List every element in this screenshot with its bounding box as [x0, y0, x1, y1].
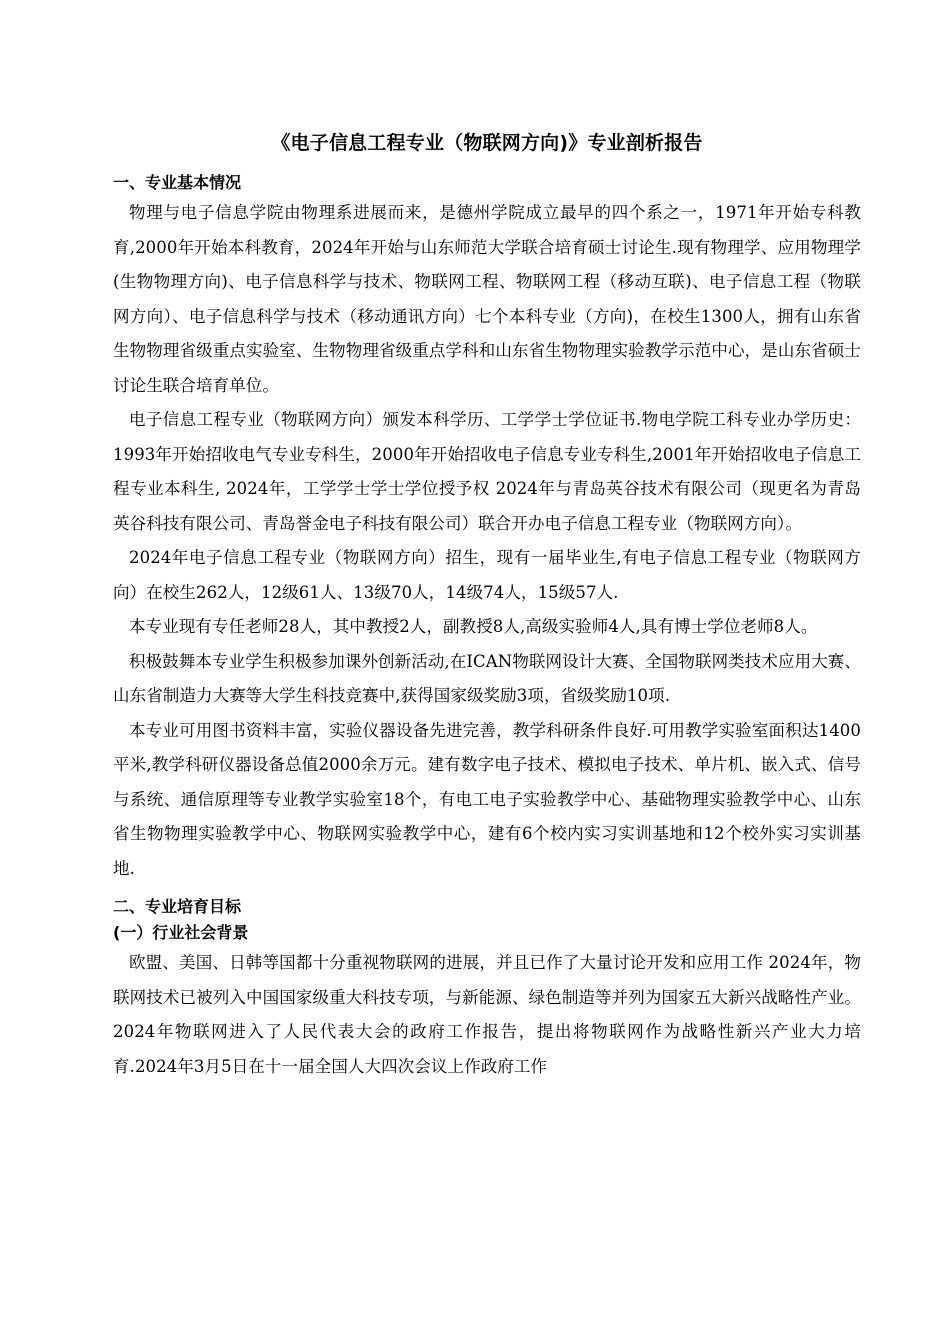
section-heading-training-goals: 二、专业培育目标	[113, 897, 242, 916]
paragraph: 欧盟、美国、日韩等国都十分重视物联网的进展，并且已作了大量讨论开发和应用工作 2024年，物联网技术已被列入中国国家级重大科技专项，与新能源、绿色制造等并列为国家五大新兴战略性产业。2024年物联网进入了人民代表大会的政府工作报告，提出将物联网作为战略性新兴产业大力培育.2024年3月5日在十一届全国人大四次会议上作政府工作	[113, 953, 861, 1076]
paragraph: 电子信息工程专业（物联网方向）颁发本科学历、工学学士学位证书.物电学院工科专业办学历史：1993年开始招收电气专业专科生，2000年开始招收电子信息专业专科生,2001年开始招收电子信息工程专业本科生, 2024年，工学学士学士学位授予权 2024年与青岛英谷技术有限公司（现更名为青岛英谷科技有限公司、青岛誉金电子科技有限公司）联合开办电子信息工程专业（物联网方向）。	[113, 410, 861, 533]
document-title: 《电子信息工程专业（物联网方向)》专业剖析报告	[271, 132, 703, 154]
paragraph: 2024年电子信息工程专业（物联网方向）招生，现有一届毕业生,有电子信息工程专业（物联网方向）在校生262人，12级61人、13级70人，14级74人，15级57人.	[113, 548, 861, 602]
paragraph: 物理与电子信息学院由物理系进展而来，是德州学院成立最早的四个系之一，1971年开始专科教育,2000年开始本科教育，2024年开始与山东师范大学联合培育硕士讨论生.现有物理学、应用物理学(生物物理方向)、电子信息科学与技术、物联网工程、物联网工程（移动互联)、电子信息工程（物联网方向）、电子信息科学与技术（移动通讯方向）七个本科专业（方向)，在校生1300人，拥有山东省生物物理省级重点实验室、生物物理省级重点学科和山东省生物物理实验教学示范中心，是山东省硕士讨论生联合培育单位。	[113, 203, 861, 395]
paragraph: 本专业可用图书资料丰富，实验仪器设备先进完善，教学科研条件良好.可用教学实验室面积达1400平米,教学科研仪器设备总值2000余万元。建有数字电子技术、模拟电子技术、单片机、嵌入式、信号与系统、通信原理等专业教学实验室18个，有电工电子实验教学中心、基础物理实验教学中心、山东省生物物理实验教学中心、物联网实验教学中心，建有6个校内实习实训基地和12个校外实习实训基地.	[113, 720, 861, 878]
paragraph: 本专业现有专任老师28人，其中教授2人，副教授8人,高级实验师4人,具有博士学位老师8人。	[129, 617, 818, 636]
section-heading-basic-info: 一、专业基本情况	[113, 173, 242, 192]
document-page	[113, 130, 861, 1084]
paragraph: 积极鼓舞本专业学生积极参加课外创新活动,在ICAN物联网设计大赛、全国物联网类技术应用大赛、山东省制造力大赛等大学生科技竞赛中,获得国家级奖励3项，省级奖励10项.	[113, 651, 861, 705]
subsection-heading-industry-background: (一）行业社会背景	[113, 923, 249, 942]
